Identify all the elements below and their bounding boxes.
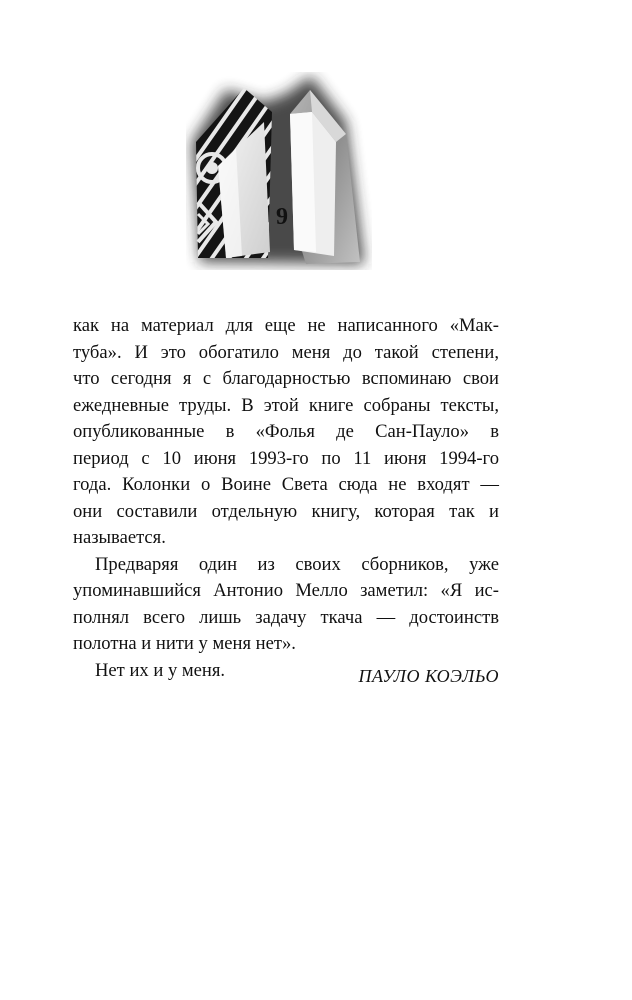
text-line: период с 10 июня 1993-го по 11 июня 1994-го	[73, 447, 499, 469]
text-line: что сегодня я с благодарностью вспоминаю свои	[73, 368, 499, 389]
body-text	[73, 313, 499, 684]
chapter-ornament-icon	[186, 72, 372, 270]
text-line: упоминавшийся Антонио Мелло заметил: «Я ис-	[73, 580, 499, 601]
text-line: года. Колонки о Воине Света сюда не входят —	[73, 474, 499, 495]
paragraph	[73, 552, 499, 658]
text-line: как на материал для еще не написанного «Мак-	[73, 315, 499, 336]
chapter-header-ornament	[186, 72, 372, 270]
text-line: называется.	[73, 527, 166, 548]
text-line: опубликованные в «Фолья де Сан-Пауло» в	[73, 421, 499, 442]
page-number: 9	[276, 204, 288, 230]
text-line: они составили отдельную книгу, которая так и	[73, 500, 499, 522]
text-line: Нет их и у меня.	[95, 659, 226, 681]
text-line: туба». И это обогатило меня до такой степени,	[73, 341, 499, 363]
text-line: ежедневные труды. В этой книге собраны тексты,	[73, 394, 499, 416]
text-line: Предваряя один из своих сборников, уже	[95, 553, 499, 575]
text-line: полотна и нити у меня нет».	[73, 633, 296, 654]
text-line: полнял всего лишь задачу ткача — достоинств	[73, 606, 499, 628]
paragraph	[73, 313, 499, 552]
author-signature: ПАУЛО КОЭЛЬО	[358, 666, 499, 686]
